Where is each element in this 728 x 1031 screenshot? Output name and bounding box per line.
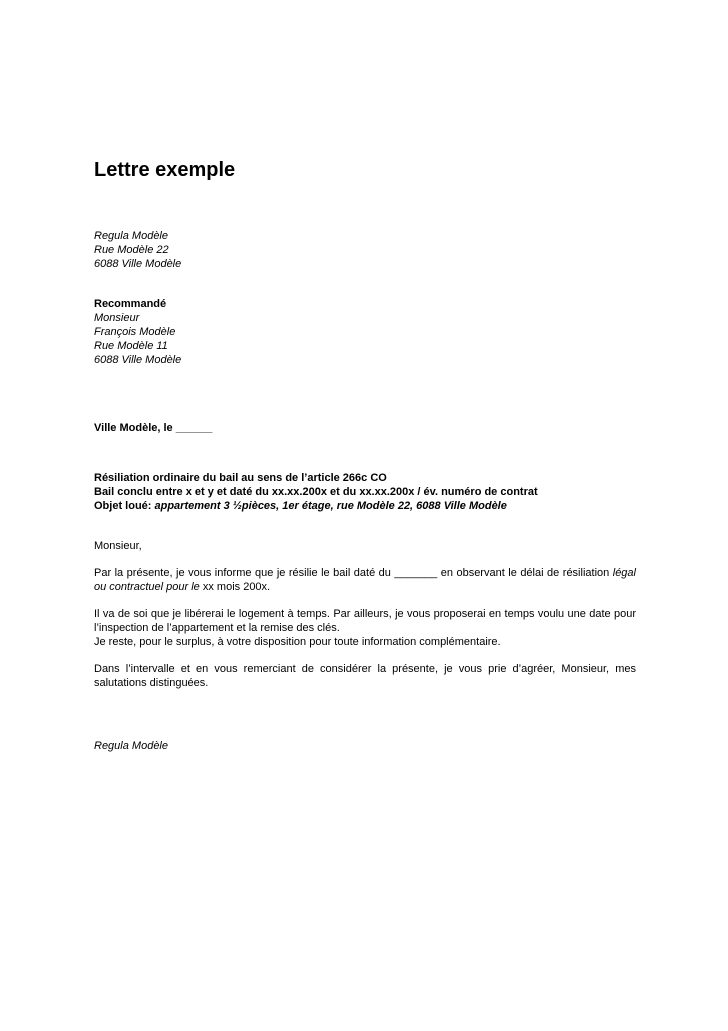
availability-text: Je reste, pour le surplus, à votre disposition pour toute information complémentaire. [94,636,501,648]
recipient-address-line: Rue Modèle 11 [94,340,168,352]
termination-notice-date-text: xx mois 200x. [202,581,271,593]
subject-line-contract: Bail conclu entre x et y et daté du xx.xx.200x et du xx.xx.200x / év. numéro de contrat [94,486,538,498]
body-paragraph-handover [94,607,636,649]
sender-address-line: Regula Modèle [94,230,168,242]
subject-object-label: Objet loué: [94,500,155,512]
sender-address-line: 6088 Ville Modèle [94,258,182,270]
delivery-mode-label: Recommandé [94,298,167,310]
sender-address-block [94,229,636,271]
body-paragraph-closing: Dans l’intervalle et en vous remerciant de considérer la présente, je vous prie d’agréer, Monsieur, mes salutations distinguées. [94,663,636,689]
subject-line-object [94,499,636,513]
termination-notice-text: Par la présente, je vous informe que je résilie le bail daté du _______ en observant le délai de résiliation [94,567,613,579]
subject-line-termination: Résiliation ordinaire du bail au sens de l’article 266c CO [94,472,387,484]
signature-name: Regula Modèle [94,740,168,752]
body-paragraph-termination-notice [94,566,636,594]
handover-text: Il va de soi que je libérerai le logement à temps. Par ailleurs, je vous proposerai en temps voulu une date pour l’inspection de l’appartement et la remise des clés. [94,608,636,634]
subject-block [94,471,636,513]
recipient-address-block [94,297,636,367]
salutation: Monsieur, [94,540,142,552]
recipient-address-line: François Modèle [94,326,176,338]
sender-address-line: Rue Modèle 22 [94,244,169,256]
recipient-address-line: Monsieur [94,312,140,324]
recipient-address-line: 6088 Ville Modèle [94,354,182,366]
place-and-date-line: Ville Modèle, le ______ [94,422,213,434]
subject-object-value: appartement 3 ½pièces, 1er étage, rue Modèle 22, 6088 Ville Modèle [154,500,507,512]
termination-notice-italic-text: légal ou contractuel pour le [94,567,636,593]
letter-title: Lettre exemple [94,159,236,181]
